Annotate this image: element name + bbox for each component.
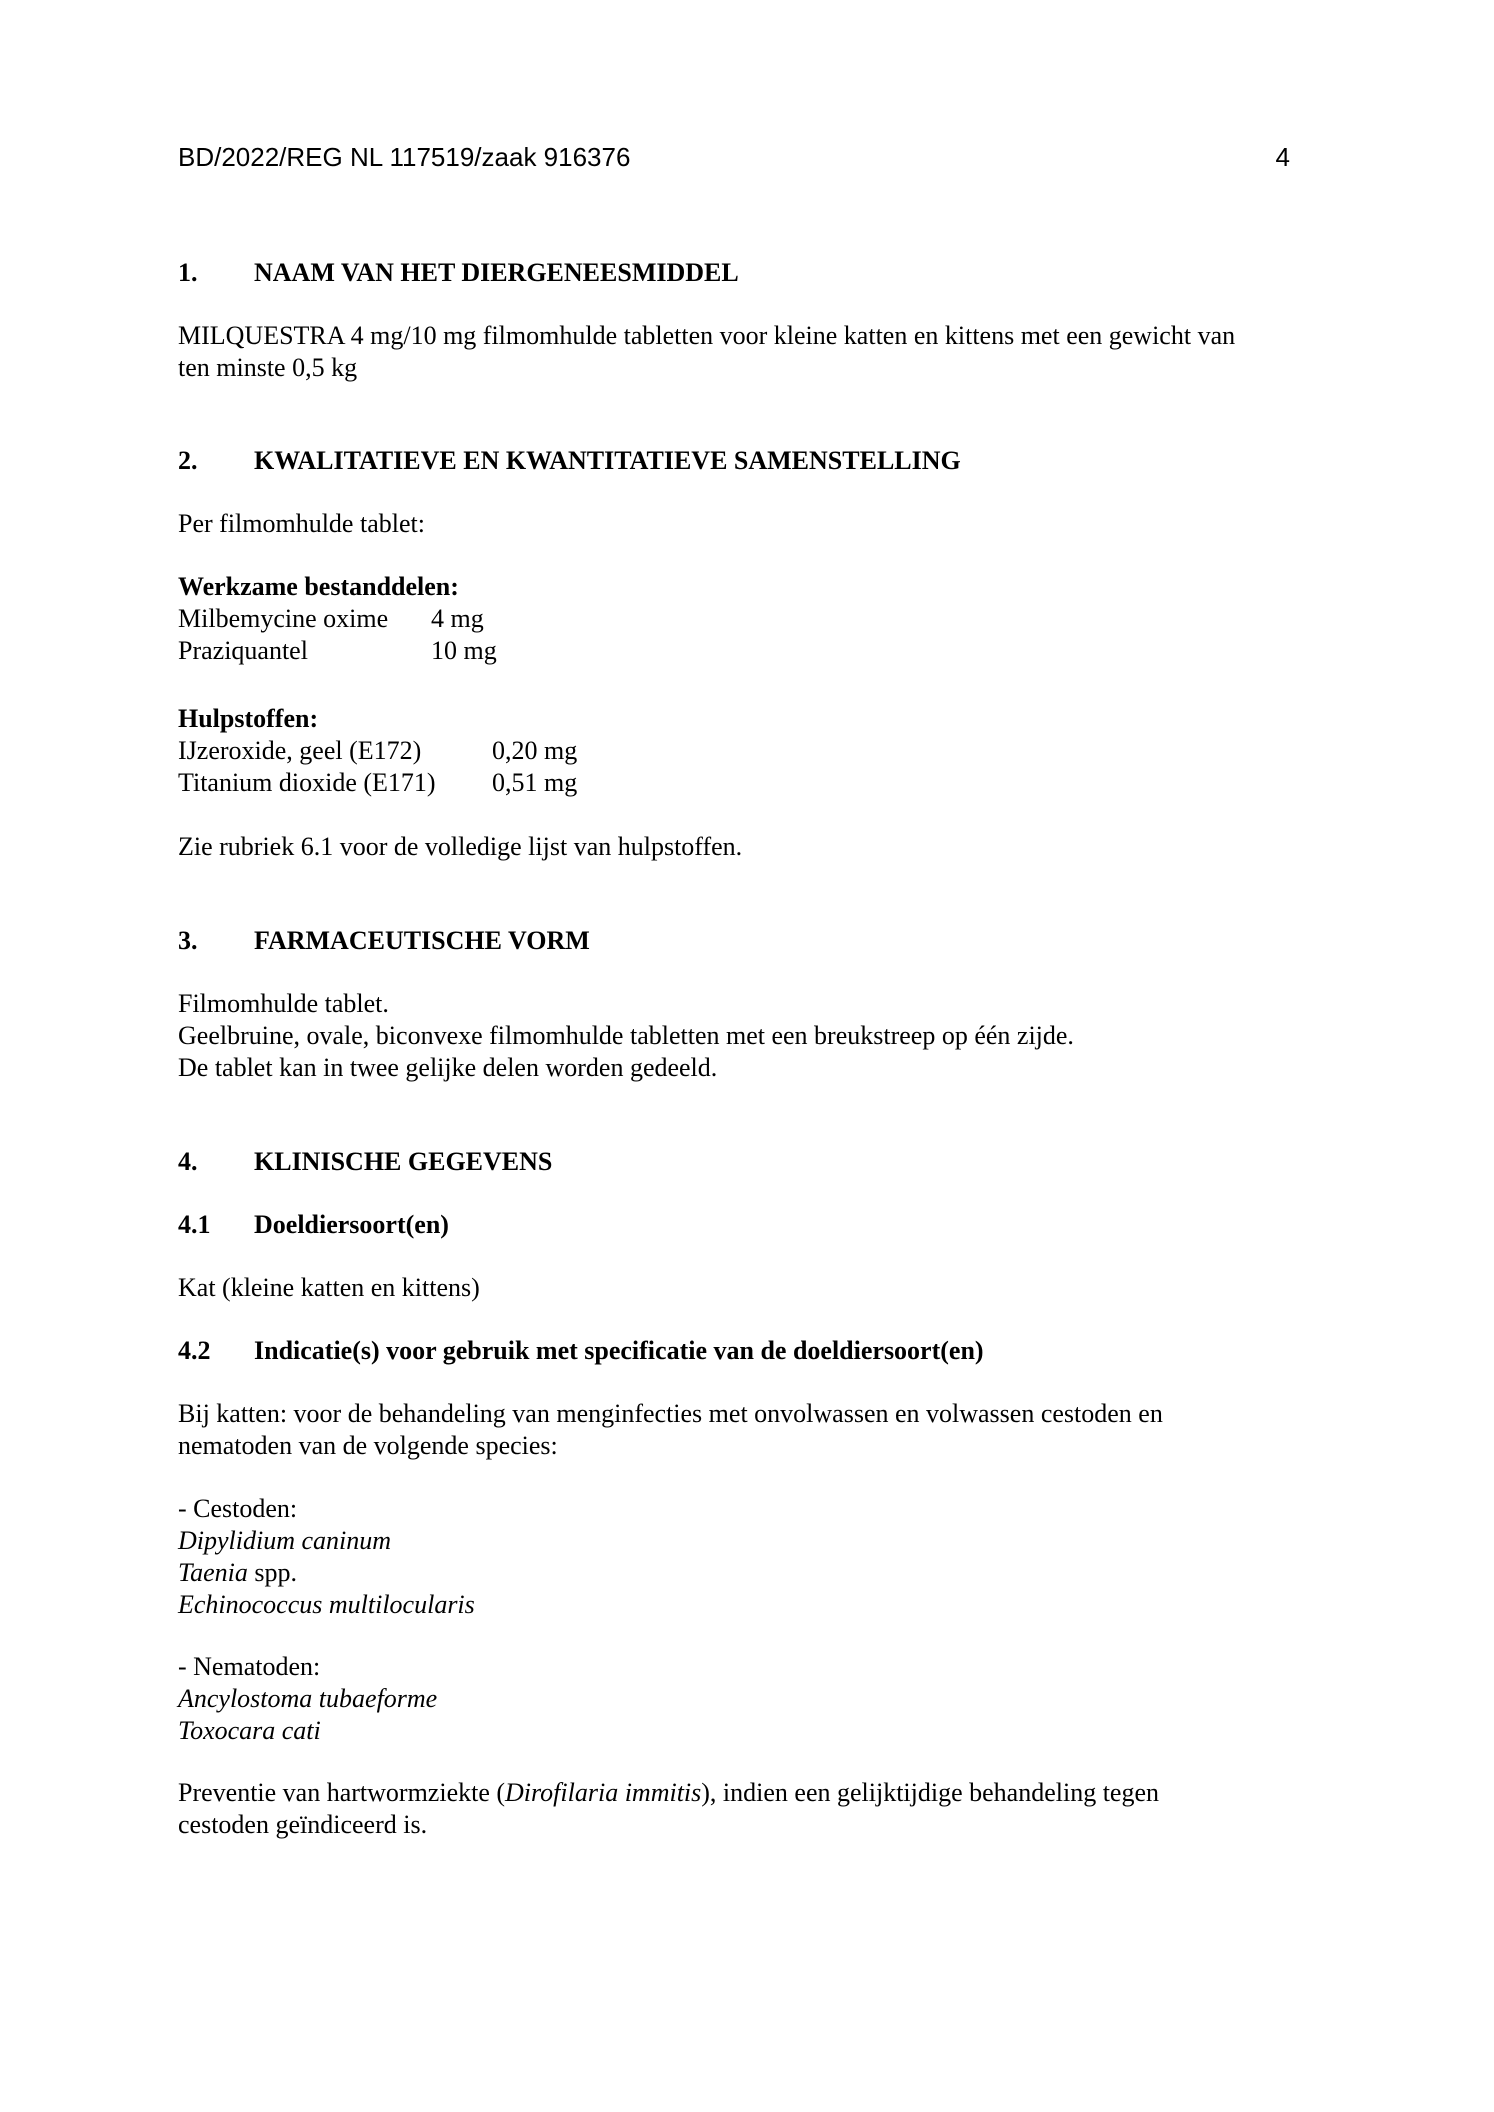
paragraph-line: nematoden van de volgende species: (178, 1431, 558, 1460)
section-2-heading (178, 445, 1316, 477)
section-4-2-heading (178, 1335, 1316, 1367)
ingredient-row (178, 767, 1316, 799)
section-2-title: KWALITATIEVE EN KWANTITATIEVE SAMENSTELLING (254, 446, 961, 475)
header-reference: BD/2022/REG NL 117519/zaak 916376 (178, 142, 631, 172)
paragraph-line: ten minste 0,5 kg (178, 353, 358, 382)
indications-intro-paragraph (178, 1398, 1316, 1462)
species-suffix: spp. (247, 1558, 297, 1587)
section-4-1-title: Doeldiersoort(en) (254, 1210, 449, 1239)
excipients-block (178, 703, 1316, 799)
nematodes-label: - Nematoden: (178, 1652, 321, 1681)
species-item: Toxocara cati (178, 1716, 321, 1745)
ingredient-row (178, 603, 1316, 635)
ingredient-amount: 0,20 mg (492, 736, 578, 765)
paragraph-line (178, 1777, 1316, 1809)
per-tablet-line: Per filmomhulde tablet: (178, 509, 425, 538)
species-item: Ancylostoma tubaeforme (178, 1684, 438, 1713)
prevention-paragraph (178, 1777, 1316, 1841)
ingredient-name: Praziquantel (178, 636, 308, 665)
ingredient-amount: 4 mg (431, 604, 484, 633)
active-substances-block (178, 571, 1316, 667)
section-1-title: NAAM VAN HET DIERGENEESMIDDEL (254, 258, 739, 287)
section-3-heading (178, 925, 1316, 957)
paragraph-line: Filmomhulde tablet. (178, 989, 389, 1018)
page-number: 4 (1275, 142, 1290, 172)
section-1-number: 1. (178, 258, 198, 287)
section-3-number: 3. (178, 926, 198, 955)
species-item (178, 1557, 1316, 1589)
section-1-heading (178, 257, 1316, 289)
excipients-note: Zie rubriek 6.1 voor de volledige lijst van hulpstoffen. (178, 832, 743, 861)
cestodes-list (178, 1493, 1316, 1621)
nematodes-list (178, 1651, 1316, 1747)
ingredient-amount: 10 mg (431, 636, 497, 665)
active-substances-heading: Werkzame bestanddelen: (178, 572, 459, 601)
section-4-1-number: 4.1 (178, 1210, 211, 1239)
ingredient-name: Milbemycine oxime (178, 604, 389, 633)
ingredient-name: Titanium dioxide (E171) (178, 768, 436, 797)
product-name-paragraph (178, 320, 1316, 384)
ingredient-name: IJzeroxide, geel (E172) (178, 736, 422, 765)
excipients-heading: Hulpstoffen: (178, 704, 319, 733)
paragraph-line: Bij katten: voor de behandeling van menginfecties met onvolwassen en volwassen cestoden en (178, 1399, 1163, 1428)
section-2-number: 2. (178, 446, 198, 475)
section-4-2-title: Indicatie(s) voor gebruik met specificatie van de doeldiersoort(en) (254, 1336, 984, 1365)
section-4-title: KLINISCHE GEGEVENS (254, 1147, 553, 1176)
species-item: Dipylidium caninum (178, 1526, 392, 1555)
prevention-suffix: ), indien een gelijktijdige behandeling tegen (701, 1778, 1160, 1807)
cestodes-label: - Cestoden: (178, 1494, 298, 1523)
target-species-line: Kat (kleine katten en kittens) (178, 1273, 480, 1302)
ingredient-amount: 0,51 mg (492, 768, 578, 797)
section-3-title: FARMACEUTISCHE VORM (254, 926, 590, 955)
prevention-prefix: Preventie van hartwormziekte ( (178, 1778, 506, 1807)
paragraph-line: MILQUESTRA 4 mg/10 mg filmomhulde tabletten voor kleine katten en kittens met een gewicht van (178, 321, 1236, 350)
section-4-2-number: 4.2 (178, 1336, 211, 1365)
species-name: Taenia (178, 1558, 248, 1587)
section-4-1-heading (178, 1209, 1316, 1241)
section-4-number: 4. (178, 1147, 198, 1176)
section-4-heading (178, 1146, 1316, 1178)
species-name: Dirofilaria immitis (505, 1778, 702, 1807)
pharmaceutical-form-paragraph (178, 988, 1316, 1084)
paragraph-line: De tablet kan in twee gelijke delen worden gedeeld. (178, 1053, 718, 1082)
document-header (178, 141, 1290, 173)
ingredient-row (178, 735, 1316, 767)
paragraph-line: cestoden geïndiceerd is. (178, 1810, 428, 1839)
species-item: Echinococcus multilocularis (178, 1590, 475, 1619)
ingredient-row (178, 635, 1316, 667)
paragraph-line: Geelbruine, ovale, biconvexe filmomhulde tabletten met een breukstreep op één zijde. (178, 1021, 1074, 1050)
